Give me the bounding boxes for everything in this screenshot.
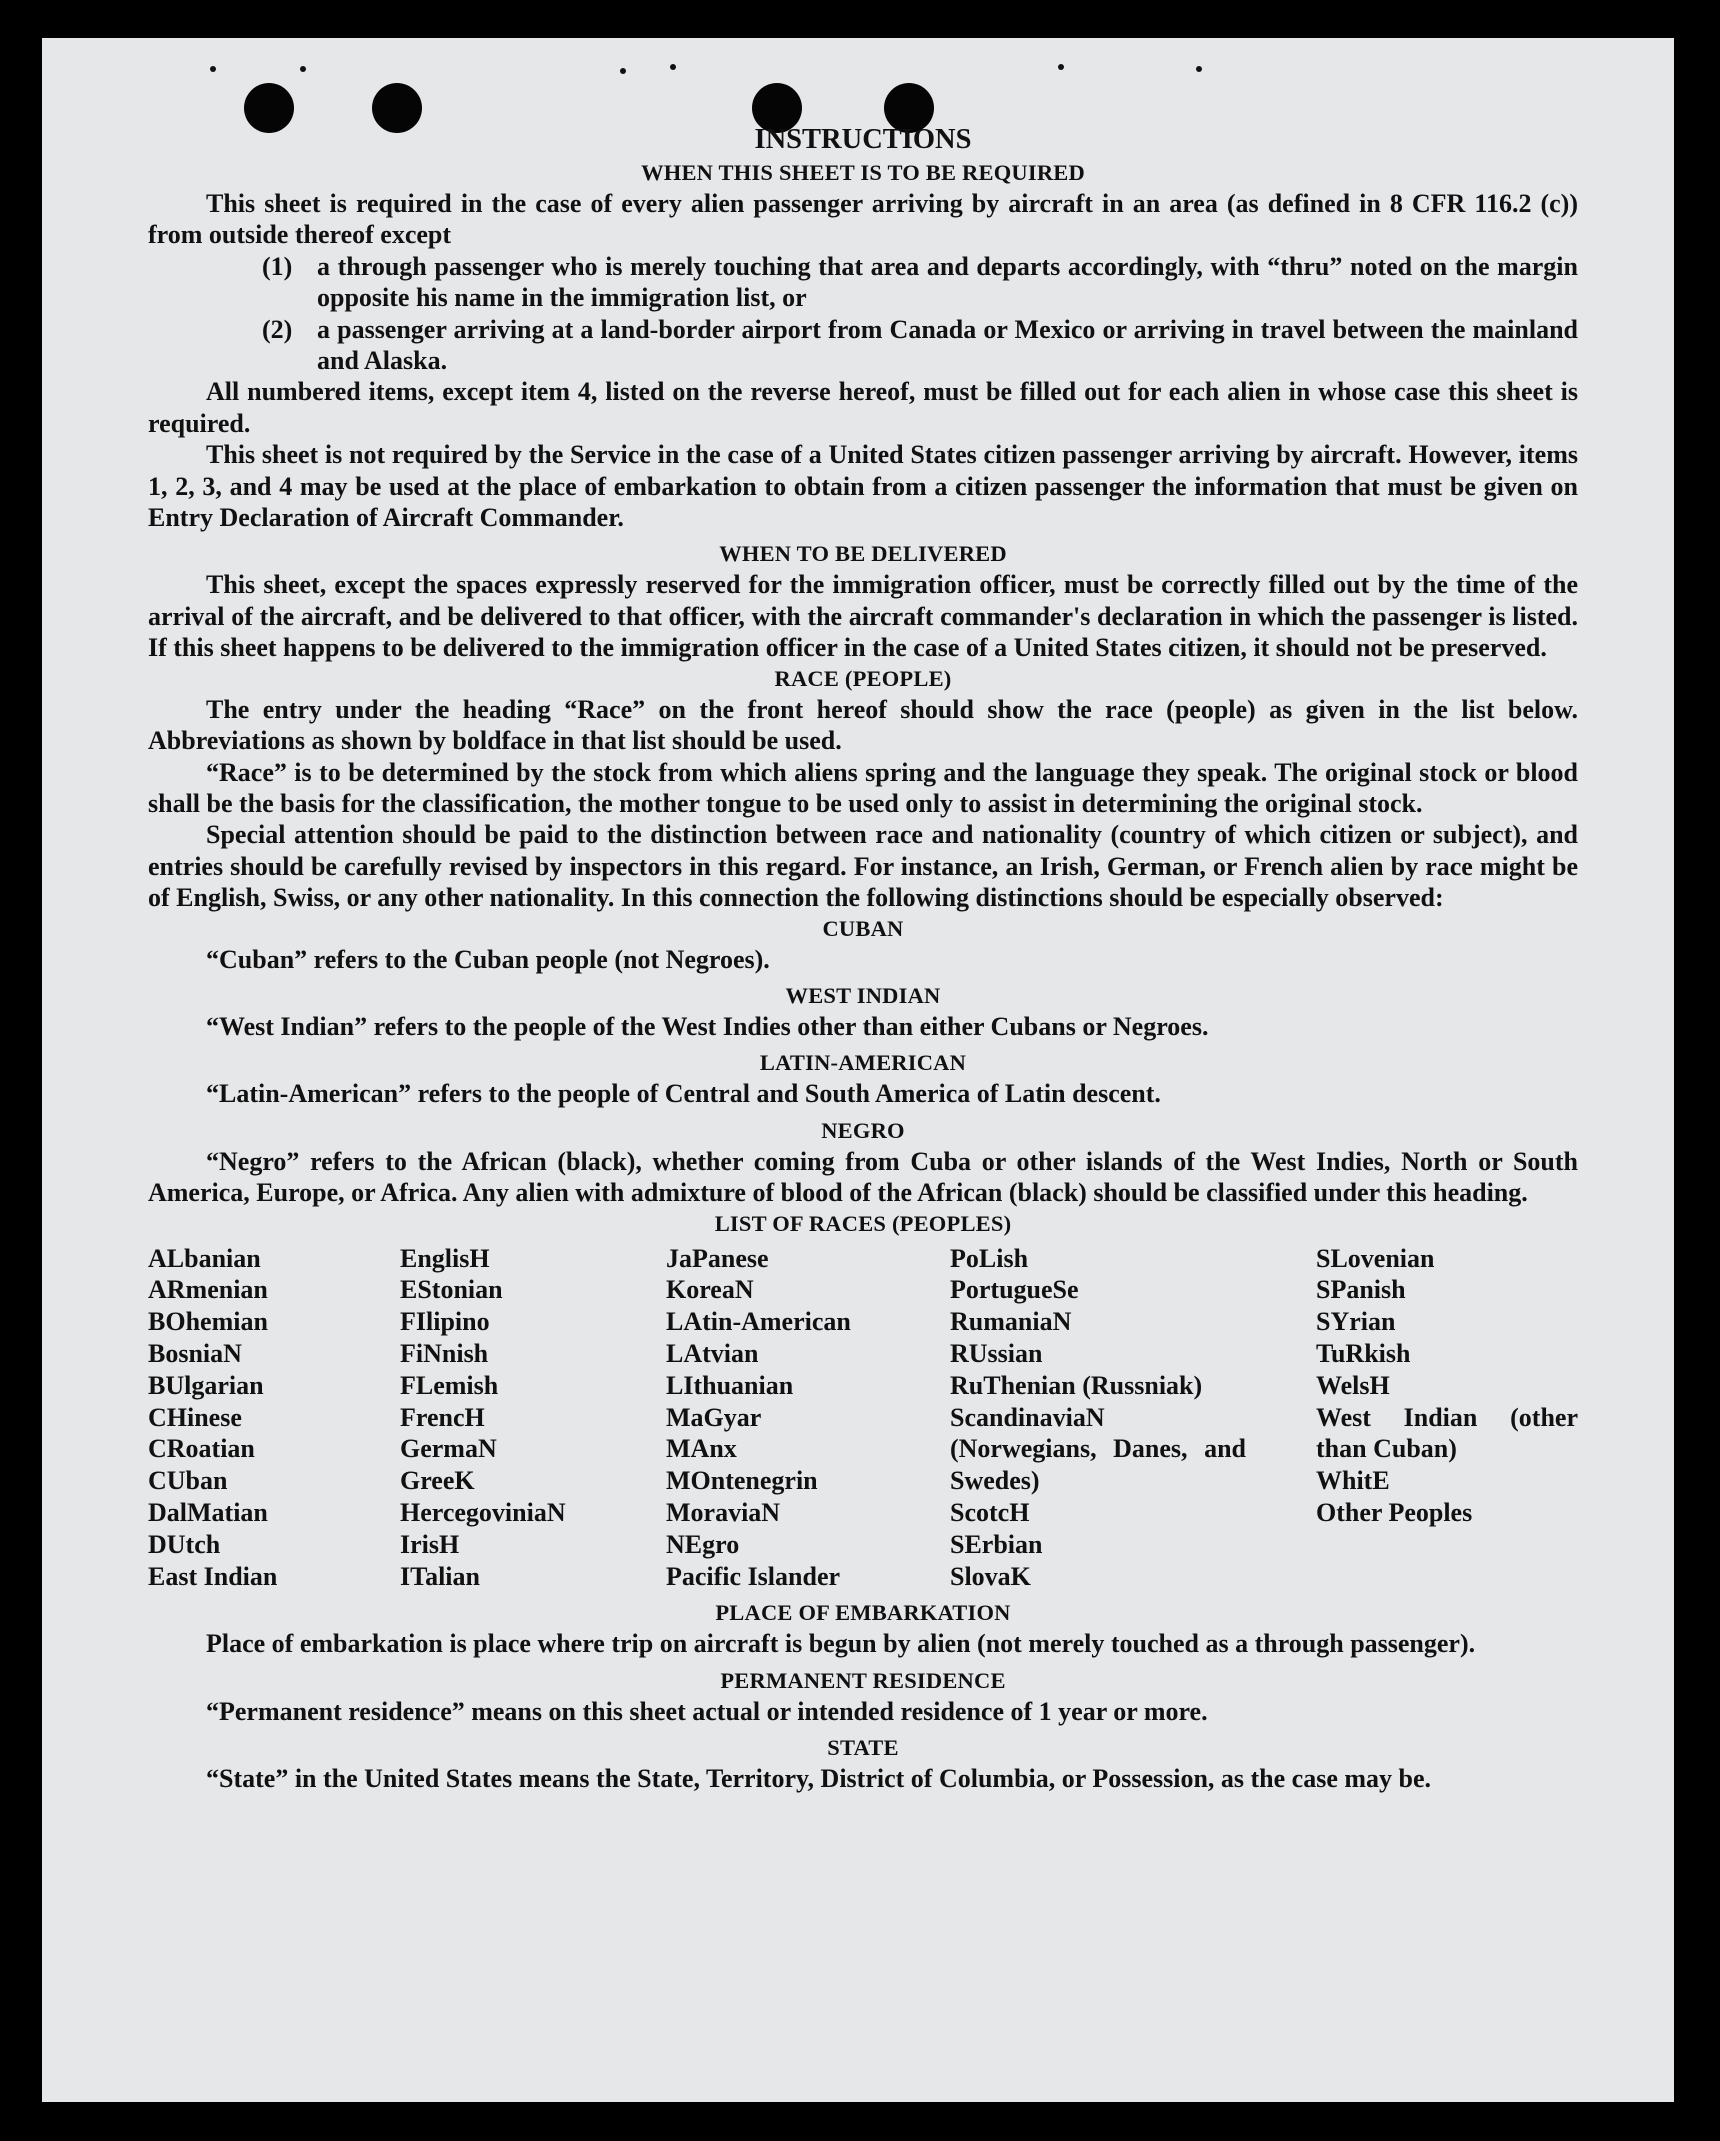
heading-races-list: LIST OF RACES (PEOPLES)	[714, 1210, 1012, 1236]
heading-delivered: WHEN TO BE DELIVERED	[719, 541, 1007, 567]
races-column-2	[400, 1243, 666, 1593]
race-entry: Other Peoples	[1316, 1497, 1473, 1527]
speck	[670, 64, 676, 70]
race-entry: PortugueSe	[950, 1275, 1079, 1305]
exception-item	[262, 251, 1578, 314]
delivered-paragraph: This sheet, except the spaces expressly reserved for the immigration officer, must be correctly filled out by the time of the arrival of the aircraft, and be delivered to that officer, with the aircraft commander's declaration in which the passenger is listed. If this sheet happens to be delivered to the immigration officer in the case of a United States citizen, it should not be preserved.	[148, 570, 1578, 663]
race-entry: WhitE	[1316, 1466, 1390, 1496]
exception-text: a passenger arriving at a land-border airport from Canada or Mexico or arriving in travel between the mainland and Alaska.	[317, 314, 1578, 376]
race-entry: LAtvian	[666, 1338, 759, 1368]
race-entry: TuRkish	[1316, 1338, 1411, 1368]
required-paragraph: This sheet is not required by the Service in the case of a United States citizen passenger arriving by aircraft. However, items 1, 2, 3, and 4 may be used at the place of embarkation to obtain from a citizen passenger the information that must be given on Entry Declaration of Aircraft Commander.	[148, 440, 1578, 533]
heading-state: STATE	[827, 1735, 899, 1761]
embarkation-definition: Place of embarkation is place where trip on aircraft is begun by alien (not merely touched as a through passenger).	[206, 1629, 1476, 1659]
race-entry: ScotcH	[950, 1497, 1030, 1527]
exception-number: (1)	[262, 251, 293, 281]
race-entry: CHinese	[148, 1402, 242, 1432]
heading-residence: PERMANENT RESIDENCE	[720, 1667, 1006, 1693]
race-entry: GreeK	[400, 1466, 475, 1496]
races-list	[148, 1243, 1578, 1593]
race-entry: West Indian (other than Cuban)	[1316, 1402, 1578, 1464]
heading-negro: NEGRO	[821, 1117, 905, 1143]
race-entry: BUlgarian	[148, 1370, 264, 1400]
race-entry: EnglisH	[400, 1243, 490, 1273]
state-definition: “State” in the United States means the State, Territory, District of Columbia, or Possession, as the case may be.	[206, 1764, 1432, 1794]
race-entry: FLemish	[400, 1370, 499, 1400]
race-entry: ScandinaviaN (Norwegians, Danes, and Swedes)	[950, 1402, 1246, 1496]
required-intro: This sheet is required in the case of every alien passenger arriving by aircraft in an area (as defined in 8 CFR 116.2 (c)) from outside thereof except	[148, 189, 1578, 250]
race-entry: East Indian	[148, 1561, 278, 1591]
race-entry: MAnx	[666, 1434, 737, 1464]
cuban-definition: “Cuban” refers to the Cuban people (not Negroes).	[206, 944, 770, 974]
race-entry: LIthuanian	[666, 1370, 794, 1400]
exception-text: a through passenger who is merely touching that area and departs accordingly, with “thru” noted on the margin opposite his name in the immigration list, or	[317, 251, 1578, 313]
exception-item	[262, 314, 1578, 377]
race-entry: DalMatian	[148, 1497, 268, 1527]
races-column-5	[1316, 1243, 1578, 1593]
race-entry: SLovenian	[1316, 1243, 1435, 1273]
race-entry: NEgro	[666, 1529, 740, 1559]
race-entry: ITalian	[400, 1561, 480, 1591]
race-entry: FIlipino	[400, 1307, 490, 1337]
race-entry: RUssian	[950, 1338, 1043, 1368]
race-entry: SErbian	[950, 1529, 1043, 1559]
residence-definition: “Permanent residence” means on this sheet actual or intended residence of 1 year or more.	[206, 1696, 1208, 1726]
negro-definition: “Negro” refers to the African (black), whether coming from Cuba or other islands of the West Indies, North or South America, Europe, or Africa. Any alien with admixture of blood of the African (black) should be classified under this heading.	[148, 1146, 1578, 1208]
races-column-3	[666, 1243, 950, 1593]
race-entry: MaGyar	[666, 1402, 762, 1432]
race-entry: IrisH	[400, 1529, 460, 1559]
heading-embarkation: PLACE OF EMBARKATION	[715, 1600, 1011, 1626]
race-entry: SPanish	[1316, 1275, 1406, 1305]
race-entry: SYrian	[1316, 1307, 1396, 1337]
race-entry: RumaniaN	[950, 1307, 1072, 1337]
race-entry: HercegoviniaN	[400, 1497, 566, 1527]
race-entry: JaPanese	[666, 1243, 769, 1273]
required-paragraph: All numbered items, except item 4, listed on the reverse hereof, must be filled out for each alien in whose case this sheet is required.	[148, 377, 1578, 438]
race-entry: PoLish	[950, 1243, 1029, 1273]
race-entry: ALbanian	[148, 1243, 261, 1273]
race-entry: CUban	[148, 1466, 228, 1496]
race-entry: FrencH	[400, 1402, 485, 1432]
race-entry: KoreaN	[666, 1275, 754, 1305]
race-entry: EStonian	[400, 1275, 503, 1305]
speck	[210, 66, 216, 72]
race-paragraph: The entry under the heading “Race” on the front hereof should show the race (people) as given in the list below. Abbreviations as shown by boldface in that list should be used.	[148, 694, 1578, 756]
race-entry: GermaN	[400, 1434, 497, 1464]
races-column-1	[148, 1243, 400, 1593]
speck	[300, 66, 306, 72]
speck	[1196, 66, 1202, 72]
heading-latin-american: LATIN-AMERICAN	[759, 1050, 967, 1076]
race-entry: CRoatian	[148, 1434, 255, 1464]
race-paragraph: “Race” is to be determined by the stock from which aliens spring and the language they speak. The original stock or blood shall be the basis for the classification, the mother tongue to be used only to assist in determining the original stock.	[148, 757, 1578, 818]
exception-number: (2)	[262, 314, 293, 344]
heading-cuban: CUBAN	[822, 915, 904, 941]
race-paragraph: Special attention should be paid to the distinction between race and nationality (country of which citizen or subject), and entries should be carefully revised by inspectors in this regard. For instance, an Irish, German, or French alien by race might be of English, Swiss, or any other nationality. In this connection the following distinctions should be especially observed:	[148, 820, 1578, 913]
race-entry: FiNnish	[400, 1338, 489, 1368]
race-entry: ARmenian	[148, 1275, 268, 1305]
document-sheet	[42, 38, 1674, 2102]
speck	[620, 68, 626, 74]
heading-race: RACE (PEOPLE)	[774, 665, 952, 691]
race-entry: RuThenian (Russniak)	[950, 1370, 1203, 1400]
race-entry: SlovaK	[950, 1561, 1031, 1591]
race-entry: Pacific Islander	[666, 1561, 841, 1591]
race-entry: WelsH	[1316, 1370, 1390, 1400]
heading-west-indian: WEST INDIAN	[785, 982, 941, 1008]
race-entry: DUtch	[148, 1529, 221, 1559]
speck	[1058, 64, 1064, 70]
race-entry: MoraviaN	[666, 1497, 781, 1527]
heading-required: WHEN THIS SHEET IS TO BE REQUIRED	[641, 160, 1085, 185]
instructions-content	[148, 122, 1578, 1795]
races-column-4	[950, 1243, 1316, 1593]
race-entry: MOntenegrin	[666, 1466, 818, 1496]
race-entry: LAtin-American	[666, 1307, 851, 1337]
race-entry: BOhemian	[148, 1307, 268, 1337]
west-indian-definition: “West Indian” refers to the people of the West Indies other than either Cubans or Negroes.	[206, 1011, 1209, 1041]
latin-american-definition: “Latin-American” refers to the people of Central and South America of Latin descent.	[206, 1079, 1161, 1109]
page-title: INSTRUCTIONS	[754, 124, 972, 155]
race-entry: BosniaN	[148, 1338, 242, 1368]
